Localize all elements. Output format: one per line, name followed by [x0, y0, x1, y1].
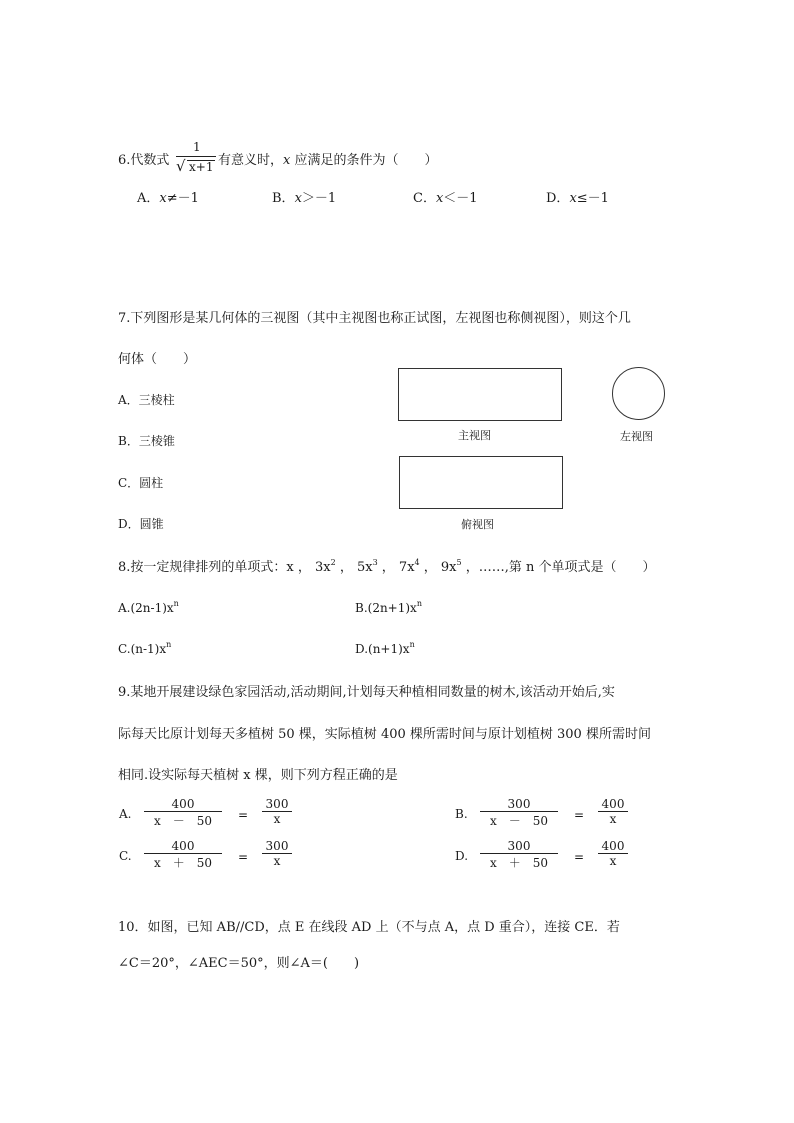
q6-option-d-var: x — [569, 191, 577, 206]
q6-option-b-label: B． — [272, 191, 295, 206]
q8-option-c-exp: n — [166, 640, 172, 649]
q9-option-d-left-den: x ＋ 50 — [489, 856, 549, 870]
q7-option-c[interactable]: C．圆柱 — [118, 476, 164, 490]
q10-stem-line1: 10．如图，已知 AB//CD，点 E 在线段 AD 上（不与点 A，点 D 重合），连接 CE．若 — [118, 920, 620, 935]
q8-option-a[interactable] — [118, 599, 179, 615]
q6-frac-denominator: x+1 — [189, 160, 214, 174]
q6-option-b[interactable] — [272, 187, 336, 206]
q8-option-d[interactable] — [355, 640, 415, 656]
q9-option-a-label[interactable]: A. — [119, 807, 132, 821]
q6-option-c[interactable] — [413, 187, 478, 206]
q6-option-d-rel: ≤－1 — [576, 191, 609, 206]
q9-option-a-left-num: 400 — [171, 797, 195, 811]
q8-term-3: ， 5x — [335, 560, 373, 575]
q9-option-b-right-num: 400 — [601, 797, 625, 811]
q9-option-b-left-fraction — [480, 797, 558, 829]
q6-option-a[interactable] — [137, 187, 199, 206]
q6-option-c-var: x — [435, 191, 444, 206]
q8-option-a-label: A.(2n-1)x — [118, 601, 174, 615]
top-view-rectangle — [399, 456, 563, 509]
q6-option-c-rel: ＜－1 — [443, 191, 478, 206]
q6-stem — [118, 149, 169, 168]
q7-option-d[interactable]: D．圆锥 — [118, 517, 164, 531]
q9-option-d-left-num: 300 — [507, 839, 531, 853]
q9-option-b-left-num: 300 — [507, 797, 531, 811]
q9-option-b-equals: = — [574, 808, 585, 822]
q9-stem-line2: 际每天比原计划每天多植树 50 棵，实际植树 400 棵所需时间与原计划植树 300 棵所需时间 — [118, 727, 651, 742]
q8-term-4: ， 7x — [377, 560, 415, 575]
q9-option-b-left-den: x － 50 — [489, 814, 549, 828]
front-view-rectangle — [398, 368, 562, 421]
q7-stem-line1: 7.下列图形是某几何体的三视图（其中主视图也称正试图，左视图也称侧视图），则这个几 — [118, 311, 631, 326]
q8-exp-3: 3 — [372, 558, 378, 567]
q9-option-d-left-fraction — [480, 839, 558, 871]
q8-exp-5: 5 — [456, 558, 462, 567]
q6-option-d-label: D． — [546, 191, 570, 206]
q10-stem-line2: ∠C＝20°，∠AEC＝50°，则∠A＝( ) — [118, 956, 360, 971]
q8-stem — [118, 556, 656, 575]
q8-option-c-label: C.(n-1)x — [118, 642, 167, 656]
q6-option-a-label: A． — [137, 191, 160, 206]
q9-option-c-right-den: x — [273, 854, 281, 868]
q9-option-c-label[interactable]: C. — [119, 849, 132, 863]
q6-option-d[interactable] — [546, 187, 609, 206]
q9-option-d-right-num: 400 — [601, 839, 625, 853]
q9-option-d-right-den: x — [609, 854, 617, 868]
q9-option-c-right-fraction — [262, 839, 292, 868]
q9-option-b-right-den: x — [609, 812, 617, 826]
q6-suffix: 有意义时， — [218, 153, 284, 168]
q9-stem-line1: 9.某地开展建设绿色家园活动,活动期间,计划每天种植相同数量的树木,该活动开始后,实 — [118, 685, 615, 700]
q8-option-b-exp: n — [416, 599, 422, 608]
q7-stem-line2: 何体（ ） — [118, 352, 197, 367]
q9-option-d-right-fraction — [598, 839, 628, 868]
q8-exp-4: 4 — [414, 558, 420, 567]
q9-option-a-right-fraction — [262, 797, 292, 826]
q8-option-c[interactable] — [118, 640, 171, 656]
q9-option-a-right-num: 300 — [265, 797, 289, 811]
top-view-caption: 俯视图 — [461, 518, 494, 531]
q9-option-a-left-den: x － 50 — [153, 814, 213, 828]
q6-option-c-label: C． — [413, 191, 436, 206]
q8-stem-suffix: ，……,第 n 个单项式是（ ） — [461, 560, 656, 575]
q6-radical-fraction — [174, 140, 216, 176]
q8-term-5: ， 9x — [419, 560, 457, 575]
q9-option-b-right-fraction — [598, 797, 628, 826]
q6-prefix: 6.代数式 — [118, 153, 170, 168]
q9-option-a-right-den: x — [273, 812, 281, 826]
q9-option-d-equals: = — [574, 850, 585, 864]
left-view-caption: 左视图 — [620, 430, 653, 443]
q7-option-b[interactable]: B．三棱锥 — [118, 434, 175, 448]
q8-option-d-label: D.(n+1)x — [355, 642, 410, 656]
q6-option-a-var: x — [159, 191, 167, 206]
q9-option-a-equals: = — [238, 808, 249, 822]
q6-option-a-rel: ≠－1 — [166, 191, 199, 206]
q9-option-c-right-num: 300 — [265, 839, 289, 853]
q9-option-a-left-fraction — [144, 797, 222, 829]
q6-option-b-rel: ＞－1 — [301, 191, 337, 206]
q8-exp-2: 2 — [330, 558, 336, 567]
q9-option-d-label[interactable]: D. — [455, 849, 469, 863]
q9-option-c-left-num: 400 — [171, 839, 195, 853]
q9-option-b-label[interactable]: B. — [455, 807, 468, 821]
q8-option-a-exp: n — [173, 599, 179, 608]
q8-option-b-label: B.(2n+1)x — [355, 601, 417, 615]
front-view-caption: 主视图 — [458, 429, 491, 442]
q7-option-a[interactable]: A．三棱柱 — [118, 393, 175, 407]
q6-option-b-var: x — [294, 191, 302, 206]
q6-suffix2: 应满足的条件为（ ） — [290, 153, 438, 168]
q8-option-d-exp: n — [409, 640, 415, 649]
q6-var: x — [283, 153, 291, 168]
q8-option-b[interactable] — [355, 599, 422, 615]
q9-stem-line3: 相同.设实际每天植树 x 棵，则下列方程正确的是 — [118, 768, 398, 783]
left-view-circle — [612, 367, 665, 420]
q9-option-c-left-fraction — [144, 839, 222, 871]
q6-stem-suffix — [218, 149, 438, 168]
q9-option-c-left-den: x ＋ 50 — [153, 856, 213, 870]
q6-radical-sign: √ — [176, 157, 186, 175]
q9-option-c-equals: = — [238, 850, 249, 864]
q8-stem-prefix: 8.按一定规律排列的单项式：x ， 3x — [118, 560, 331, 575]
q6-frac-numerator: 1 — [193, 140, 201, 154]
